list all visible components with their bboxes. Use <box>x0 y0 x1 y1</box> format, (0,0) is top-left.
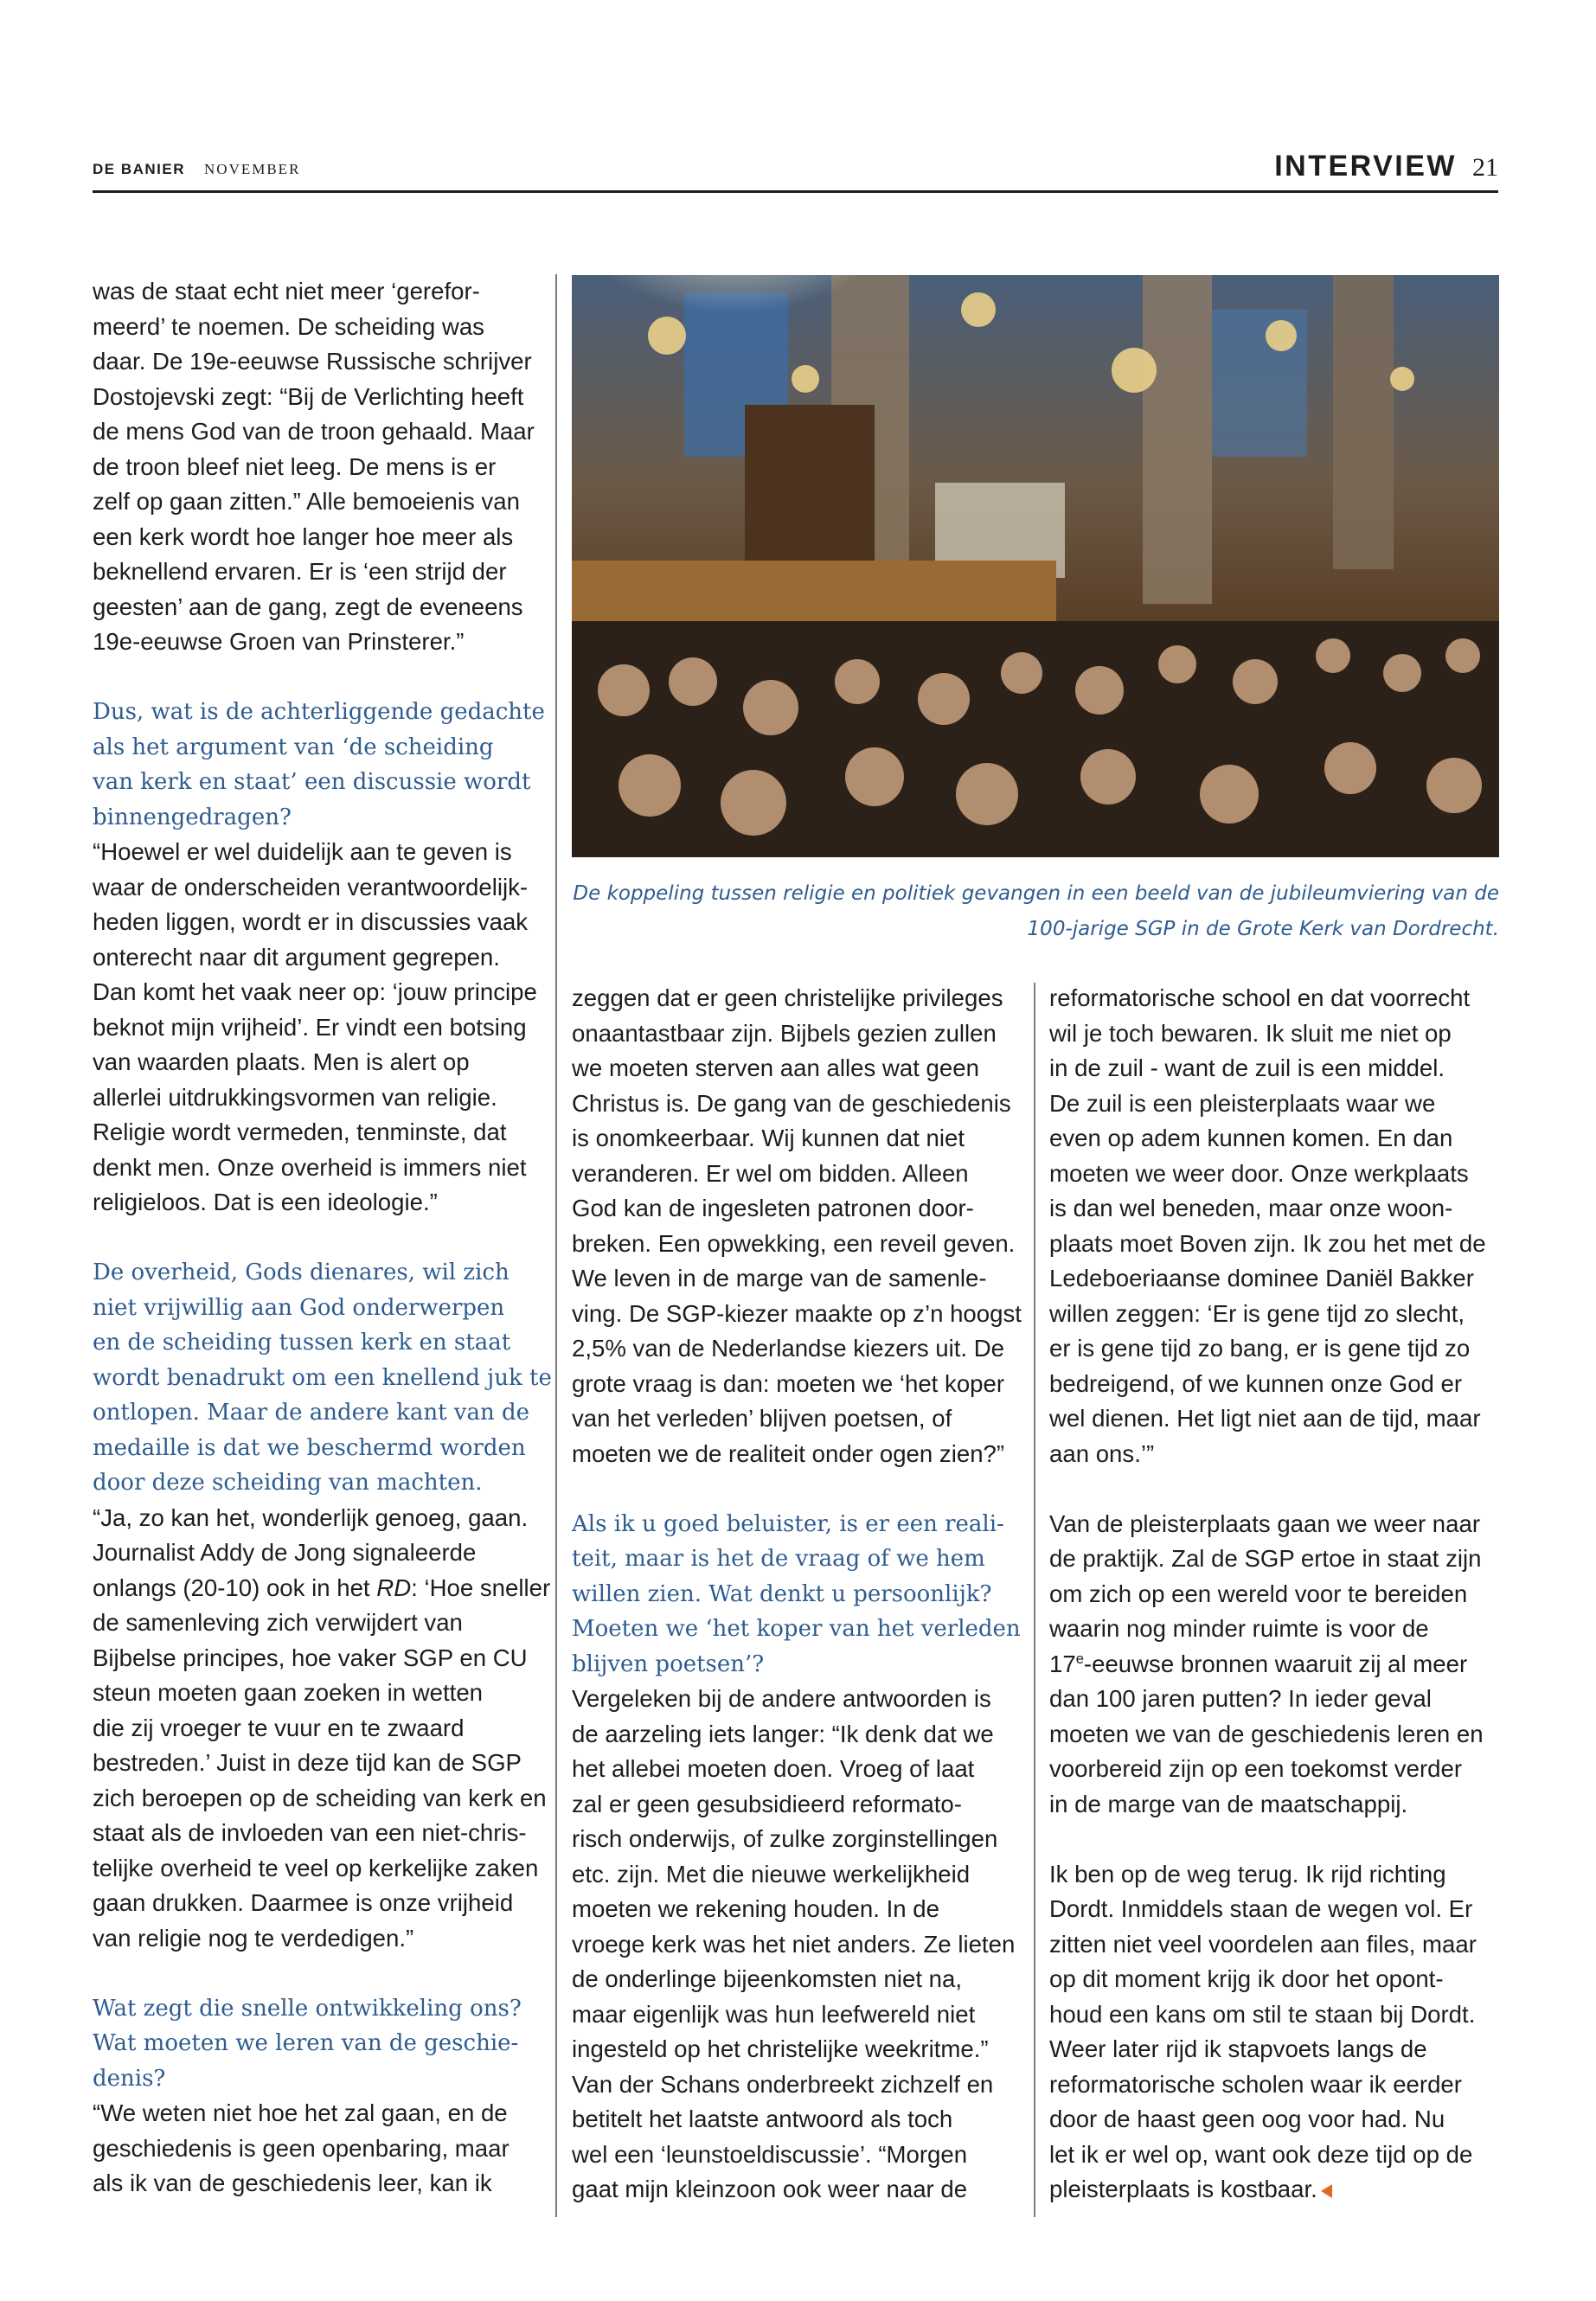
text-line: als ik van de geschiedenis leer, kan ik <box>93 2170 492 2196</box>
text-line: Religie wordt vermeden, tenminste, dat <box>93 1118 507 1145</box>
text-run: pleisterplaats is kostbaar. <box>1049 2176 1317 2202</box>
question-line: als het argument van ‘de scheiding <box>93 734 494 760</box>
text-line <box>1049 1647 1499 1682</box>
ordinal-suffix: e <box>1075 1650 1084 1667</box>
end-of-article-triangle-icon <box>1321 2184 1332 2198</box>
text-line: zitten niet veel voordelen aan files, maar <box>1049 1930 1477 1958</box>
text-line: 2,5% van de Nederlandse kiezers uit. De <box>572 1335 1005 1362</box>
text-line: die zij vroeger te vuur en te zwaard <box>93 1714 465 1741</box>
text-line: Journalist Addy de Jong signaleerde <box>93 1539 477 1566</box>
text-line: “We weten niet hoe het zal gaan, en de <box>93 2099 508 2126</box>
caption-line: 100-jarige SGP in de Grote Kerk van Dordrecht. <box>1027 918 1499 940</box>
question-line: De overheid, Gods dienares, wil zich <box>93 1259 510 1285</box>
text-line: Van der Schans onderbreekt zichzelf en <box>572 2070 994 2098</box>
text-line: aan ons.’” <box>1049 1439 1155 1467</box>
interview-question <box>93 1991 542 2097</box>
text-line: grote vraag is dan: moeten we ‘het koper <box>572 1369 1005 1397</box>
text-line: ingesteld op het christelijke weekritme.” <box>572 2035 989 2062</box>
text-line <box>93 1571 551 1606</box>
page-header <box>93 145 1498 193</box>
text-line: moeten we rekening houden. In de <box>572 1895 939 1922</box>
text-line: onterecht naar dit argument gegrepen. <box>93 943 500 971</box>
text-line: door de haast geen oog voor had. Nu <box>1049 2106 1445 2132</box>
text-line: reformatorische school en dat voorrecht <box>1049 984 1471 1011</box>
interview-answer <box>572 1682 1022 2208</box>
text-line: telijke overheid te veel op kerkelijke zaken <box>93 1854 539 1881</box>
text-line: gaan drukken. Daarmee is onze vrijheid <box>93 1889 514 1916</box>
text-line: we moeten sterven aan alles wat geen <box>572 1054 979 1081</box>
text-line: heden liggen, wordt er in discussies vaak <box>93 908 529 935</box>
header-right <box>1274 150 1498 183</box>
text-line: breken. Een opwekking, een reveil geven. <box>572 1229 1016 1257</box>
paragraph-gap <box>572 1471 1022 1507</box>
magazine-name: DE BANIER <box>93 161 186 177</box>
century-number: 17 <box>1049 1650 1076 1677</box>
text-line: in de marge van de maatschappij. <box>1049 1790 1408 1817</box>
text-line: etc. zijn. Met die nieuwe werkelijkheid <box>572 1860 971 1888</box>
text-line: de aarzeling iets langer: “Ik denk dat we <box>572 1720 994 1747</box>
text-line: de troon bleef niet leeg. De mens is er <box>93 452 497 480</box>
question-line: niet vrijwillig aan God onderwerpen <box>93 1294 505 1321</box>
text-line: We leven in de marge van de samenle- <box>572 1265 987 1292</box>
text-line: Vergeleken bij de andere antwoorden is <box>572 1685 991 1712</box>
text-line: staat als de invloeden van een niet-chris- <box>93 1819 527 1846</box>
question-line: ontlopen. Maar de andere kant van de <box>93 1400 530 1426</box>
text-line: meerd’ te noemen. De scheiding was <box>93 312 484 340</box>
question-line: Wat zegt die snelle ontwikkeling ons? <box>93 1995 522 2022</box>
interview-question <box>572 1507 1022 1682</box>
paragraph <box>93 274 542 660</box>
text-line: moeten we van de geschiedenis leren en <box>1049 1720 1484 1747</box>
text-line: de onderlinge bijeenkomsten niet na, <box>572 1965 963 1992</box>
text-line: “Ja, zo kan het, wonderlijk genoeg, gaan. <box>93 1503 529 1531</box>
column-divider <box>555 274 557 2217</box>
section-title: INTERVIEW <box>1274 150 1457 183</box>
church-interior-image <box>572 275 1499 857</box>
paragraph-gap <box>93 1221 542 1256</box>
question-line: Moeten we ‘het koper van het verleden <box>572 1616 1021 1642</box>
text-line: Van de pleisterplaats gaan we weer naar <box>1049 1509 1481 1537</box>
interview-answer <box>93 2096 542 2202</box>
text-line: Ik ben op de weg terug. Ik rijd richting <box>1049 1860 1446 1888</box>
issue-month: NOVEMBER <box>204 161 301 177</box>
article-column-2 <box>572 981 1022 2208</box>
question-line: Dus, wat is de achterliggende gedachte <box>93 699 545 725</box>
text-line: even op adem kunnen komen. En dan <box>1049 1125 1453 1151</box>
text-run: : ‘Hoe sneller <box>411 1574 551 1601</box>
text-line: 19e-eeuwse Groen van Prinsterer.” <box>93 628 465 655</box>
text-line: beknellend ervaren. Er is ‘een strijd der <box>93 558 507 585</box>
interview-question <box>93 1255 552 1501</box>
paragraph-gap <box>1049 1822 1499 1857</box>
paragraph <box>572 981 1022 1471</box>
page-number: 21 <box>1472 153 1498 182</box>
text-line: dan 100 jaren putten? In ieder geval <box>1049 1685 1432 1712</box>
text-line: Bijbelse principes, hoe vaker SGP en CU <box>93 1644 528 1671</box>
text-line: moeten we de realiteit onder ogen zien?” <box>572 1439 1005 1467</box>
paragraph <box>1049 1857 1499 2208</box>
text-line: waar de onderscheiden verantwoordelijk- <box>93 873 529 901</box>
question-line: Als ik u goed beluister, is er een reali- <box>572 1510 1004 1537</box>
text-line: van waarden plaats. Men is alert op <box>93 1048 470 1075</box>
text-line: was de staat echt niet meer ‘gerefor- <box>93 278 480 304</box>
text-line: Dordt. Inmiddels staan de wegen vol. Er <box>1049 1895 1473 1922</box>
text-line: wel dienen. Het ligt niet aan de tijd, maar <box>1049 1405 1481 1432</box>
question-line: wordt benadrukt om een knellend juk te <box>93 1364 552 1391</box>
paragraph-gap <box>1049 1471 1499 1507</box>
text-line: van het verleden’ blijven poetsen, of <box>572 1405 952 1432</box>
text-line: om zich op een wereld voor te bereiden <box>1049 1580 1468 1607</box>
text-line: een kerk wordt hoe langer hoe meer als <box>93 522 514 550</box>
header-left <box>93 161 300 178</box>
text-line: Weer later rijd ik stapvoets langs de <box>1049 2035 1427 2062</box>
text-line: geschiedenis is geen openbaring, maar <box>93 2134 510 2162</box>
paragraph <box>1049 981 1499 1471</box>
article-column-3 <box>1049 981 1499 2208</box>
question-line: en de scheiding tussen kerk en staat <box>93 1330 511 1356</box>
text-line: houd een kans om stil te staan bij Dordt. <box>1049 2000 1476 2028</box>
question-line: denis? <box>93 2065 166 2092</box>
text-line: risch onderwijs, of zulke zorginstellingen <box>572 1825 998 1852</box>
question-line: binnengedragen? <box>93 804 292 830</box>
interview-answer <box>93 1501 551 1957</box>
paragraph-gap <box>93 660 542 695</box>
text-line: reformatorische scholen waar ik eerder <box>1049 2070 1462 2098</box>
text-line: steun moeten gaan zoeken in wetten <box>93 1679 484 1706</box>
text-line: let ik er wel op, want ook deze tijd op de <box>1049 2140 1473 2168</box>
text-line: het allebei moeten doen. Vroeg of laat <box>572 1755 975 1782</box>
text-line: Dostojevski zegt: “Bij de Verlichting heeft <box>93 382 524 410</box>
paragraph <box>1049 1507 1499 1823</box>
text-line: is dan wel beneden, maar onze woon- <box>1049 1195 1453 1221</box>
text-line: veranderen. Er wel om bidden. Alleen <box>572 1159 969 1187</box>
text-line: wil je toch bewaren. Ik sluit me niet op <box>1049 1019 1452 1047</box>
text-line: willen zeggen: ‘Er is gene tijd zo slecht, <box>1049 1299 1465 1327</box>
text-line: de mens God van de troon gehaald. Maar <box>93 418 535 445</box>
text-line: zich beroepen op de scheiding van kerk en <box>93 1784 547 1811</box>
text-line: de praktijk. Zal de SGP ertoe in staat zijn <box>1049 1545 1482 1572</box>
text-line: bestreden.’ Juist in deze tijd kan de SGP <box>93 1749 522 1776</box>
text-line <box>1049 2172 1499 2208</box>
text-line: de samenleving zich verwijdert van <box>93 1609 463 1636</box>
question-line: willen zien. Wat denkt u persoonlijk? <box>572 1580 992 1607</box>
text-line: ving. De SGP-kiezer maakte op z’n hoogst <box>572 1299 1022 1327</box>
newspaper-abbreviation: RD <box>376 1574 412 1601</box>
text-line: Dan komt het vaak neer op: ‘jouw principe <box>93 978 537 1005</box>
text-line: op dit moment krijg ik door het opont- <box>1049 1965 1444 1992</box>
question-line: van kerk en staat’ een discussie wordt <box>93 769 531 795</box>
text-line: daar. De 19e-eeuwse Russische schrijver <box>93 348 532 375</box>
text-line: “Hoewel er wel duidelijk aan te geven is <box>93 838 512 865</box>
text-run: onlangs (20-10) ook in het <box>93 1574 377 1601</box>
text-run: -eeuwse bronnen waaruit zij al meer <box>1083 1650 1468 1677</box>
text-line: allerlei uitdrukkingsvormen van religie. <box>93 1083 497 1111</box>
text-line: denkt men. Onze overheid is immers niet <box>93 1153 527 1181</box>
text-line: plaats moet Boven zijn. Ik zou het met de <box>1049 1229 1486 1257</box>
text-line: religieloos. Dat is een ideologie.” <box>93 1189 438 1215</box>
caption-line: De koppeling tussen religie en politiek gevangen in een beeld van de jubileumviering van de <box>573 882 1499 905</box>
text-line: geesten’ aan de gang, zegt de eveneens <box>93 593 523 620</box>
text-line: van religie nog te verdedigen.” <box>93 1924 414 1952</box>
interview-question <box>93 695 545 835</box>
column-divider <box>1034 983 1035 2217</box>
text-line: God kan de ingesleten patronen door- <box>572 1195 974 1221</box>
text-line: er is gene tijd zo bang, er is gene tijd zo <box>1049 1335 1471 1362</box>
text-line: zelf op gaan zitten.” Alle bemoeienis van <box>93 488 520 515</box>
photo-caption <box>572 876 1499 947</box>
text-line: zeggen dat er geen christelijke privileges <box>572 984 1003 1011</box>
text-line: Ledeboeriaanse dominee Daniël Bakker <box>1049 1265 1474 1292</box>
text-line: vroege kerk was het niet anders. Ze lieten <box>572 1930 1016 1958</box>
text-line: bedreigend, of we kunnen onze God er <box>1049 1369 1463 1397</box>
text-line: beknot mijn vrijheid’. Er vindt een botsing <box>93 1013 527 1041</box>
church-photo <box>572 275 1499 857</box>
text-line: in de zuil - want de zuil is een middel. <box>1049 1054 1445 1081</box>
text-line: onaantastbaar zijn. Bijbels gezien zullen <box>572 1019 997 1047</box>
question-line: Wat moeten we leren van de geschie- <box>93 2030 519 2056</box>
text-line: maar eigenlijk was hun leefwereld niet <box>572 2000 976 2028</box>
text-line: is onomkeerbaar. Wij kunnen dat niet <box>572 1125 965 1151</box>
paragraph-gap <box>93 1956 542 1991</box>
interview-answer <box>93 835 542 1221</box>
question-line: medaille is dat we beschermd worden <box>93 1434 526 1461</box>
question-line: door deze scheiding van machten. <box>93 1470 483 1496</box>
article-column-1 <box>93 274 552 2202</box>
text-line: betitelt het laatste antwoord als toch <box>572 2106 953 2132</box>
question-line: teit, maar is het de vraag of we hem <box>572 1546 985 1572</box>
text-line: moeten we weer door. Onze werkplaats <box>1049 1159 1469 1187</box>
text-line: waarin nog minder ruimte is voor de <box>1049 1615 1429 1642</box>
text-line: wel een ‘leunstoeldiscussie’. “Morgen <box>572 2140 968 2168</box>
text-line: gaat mijn kleinzoon ook weer naar de <box>572 2176 968 2202</box>
text-line: Christus is. De gang van de geschiedenis <box>572 1089 1011 1117</box>
text-line: zal er geen gesubsidieerd reformato- <box>572 1790 962 1817</box>
text-line: De zuil is een pleisterplaats waar we <box>1049 1089 1436 1117</box>
question-line: blijven poetsen’? <box>572 1650 765 1677</box>
text-line: voorbereid zijn op een toekomst verder <box>1049 1755 1463 1782</box>
